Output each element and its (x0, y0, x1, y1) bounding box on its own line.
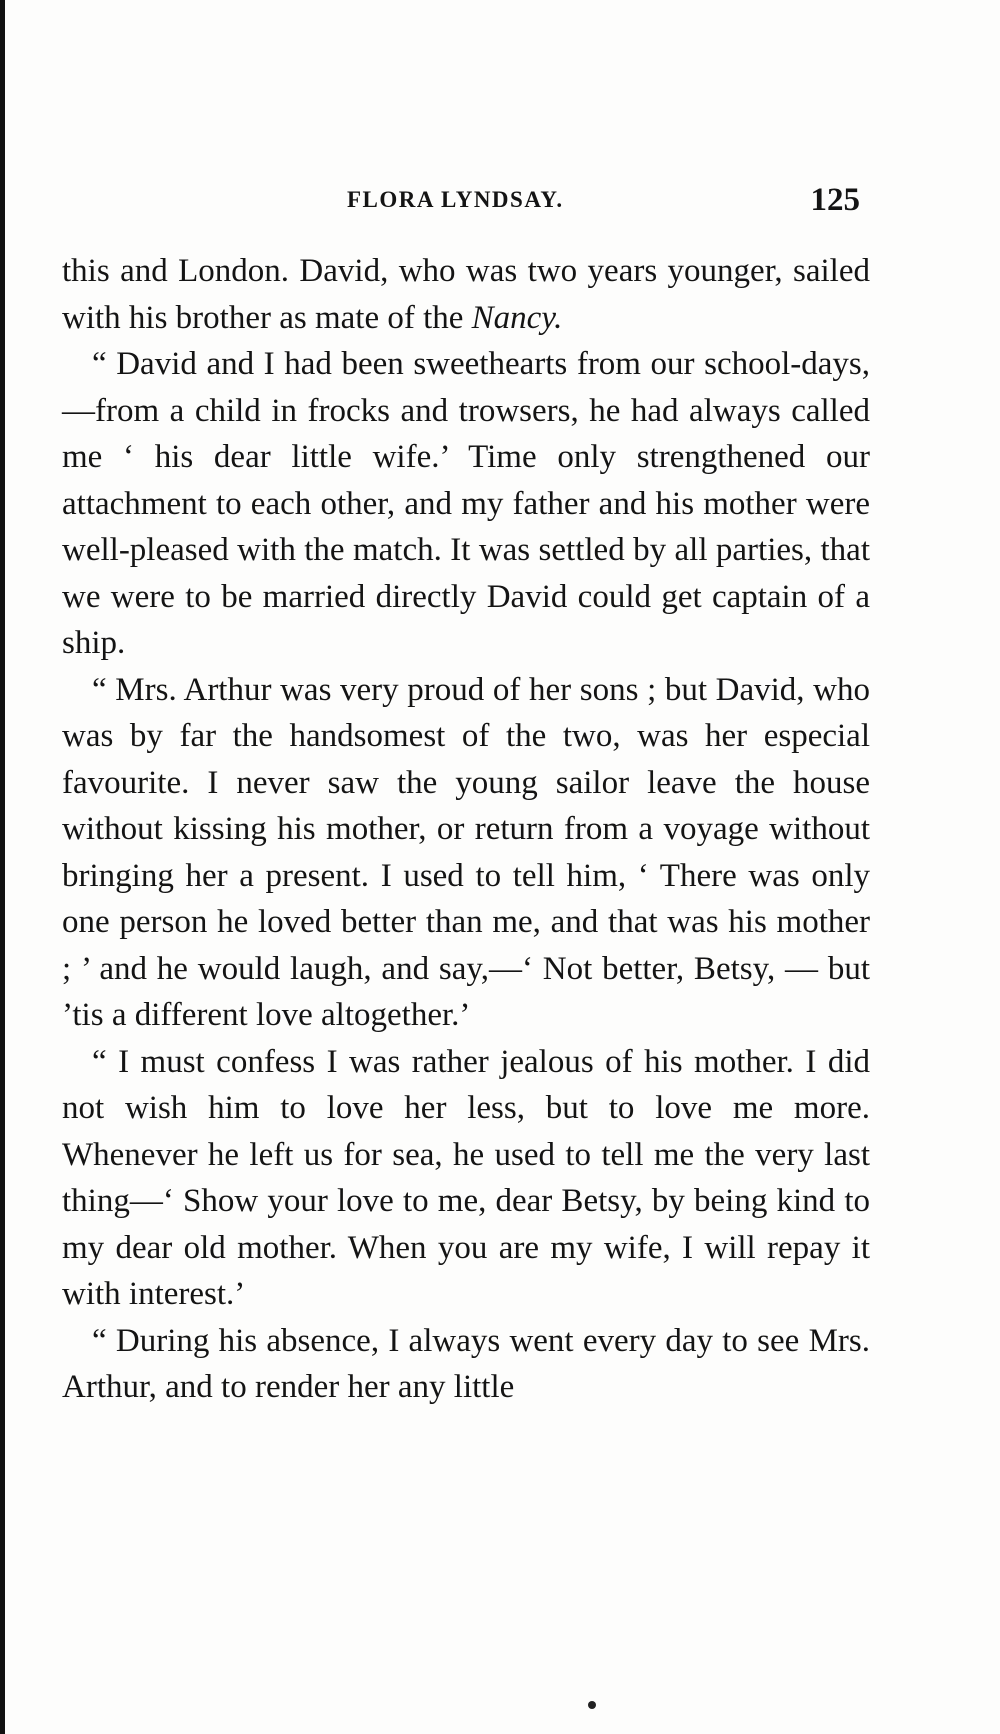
body-text (62, 248, 870, 1411)
book-spine-edge (0, 0, 5, 1734)
paragraph-1 (62, 248, 870, 341)
ink-speck (588, 1701, 596, 1709)
paragraph-1-text: this and London. David, who was two years younger, sailed with his brother as mate of the (62, 253, 870, 336)
paragraph-3: “ Mrs. Arthur was very proud of her sons ; but David, who was by far the handsomest of the two, was her especial favourite. I never saw the young sailor leave the house without kissing his mother, or return from a voyage without bringing her a present. I used to tell him, ‘ There was only one person he loved better than me, and that was his mother ; ’ and he would laugh, and say,—‘ Not better, Betsy, — but ’tis a different love altogether.’ (62, 671, 870, 1033)
ship-name: Nancy. (471, 299, 563, 336)
running-title: FLORA LYNDSAY. (347, 187, 564, 212)
page-header (330, 178, 875, 222)
paragraph-4: “ I must confess I was rather jealous of his mother. I did not wish him to love her less, but to love me more. Whenever he left us for sea, he used to tell me the very last thing—‘ Show your love to me, dear Betsy, by being kind to my dear old mother. When you are my wife, I will repay it with interest.’ (62, 1043, 870, 1312)
page-number: 125 (810, 182, 860, 218)
paragraph-2: “ David and I had been sweethearts from our school-days,—from a child in frocks and trowsers, he had always called me ‘ his dear little wife.’ Time only strengthened our attachment to each other, and my father and his mother were well-pleased with the match. It was settled by all parties, that we were to be married directly David could get captain of a ship. (62, 346, 870, 661)
paragraph-5: “ During his absence, I always went every day to see Mrs. Arthur, and to render her any little (62, 1322, 870, 1405)
